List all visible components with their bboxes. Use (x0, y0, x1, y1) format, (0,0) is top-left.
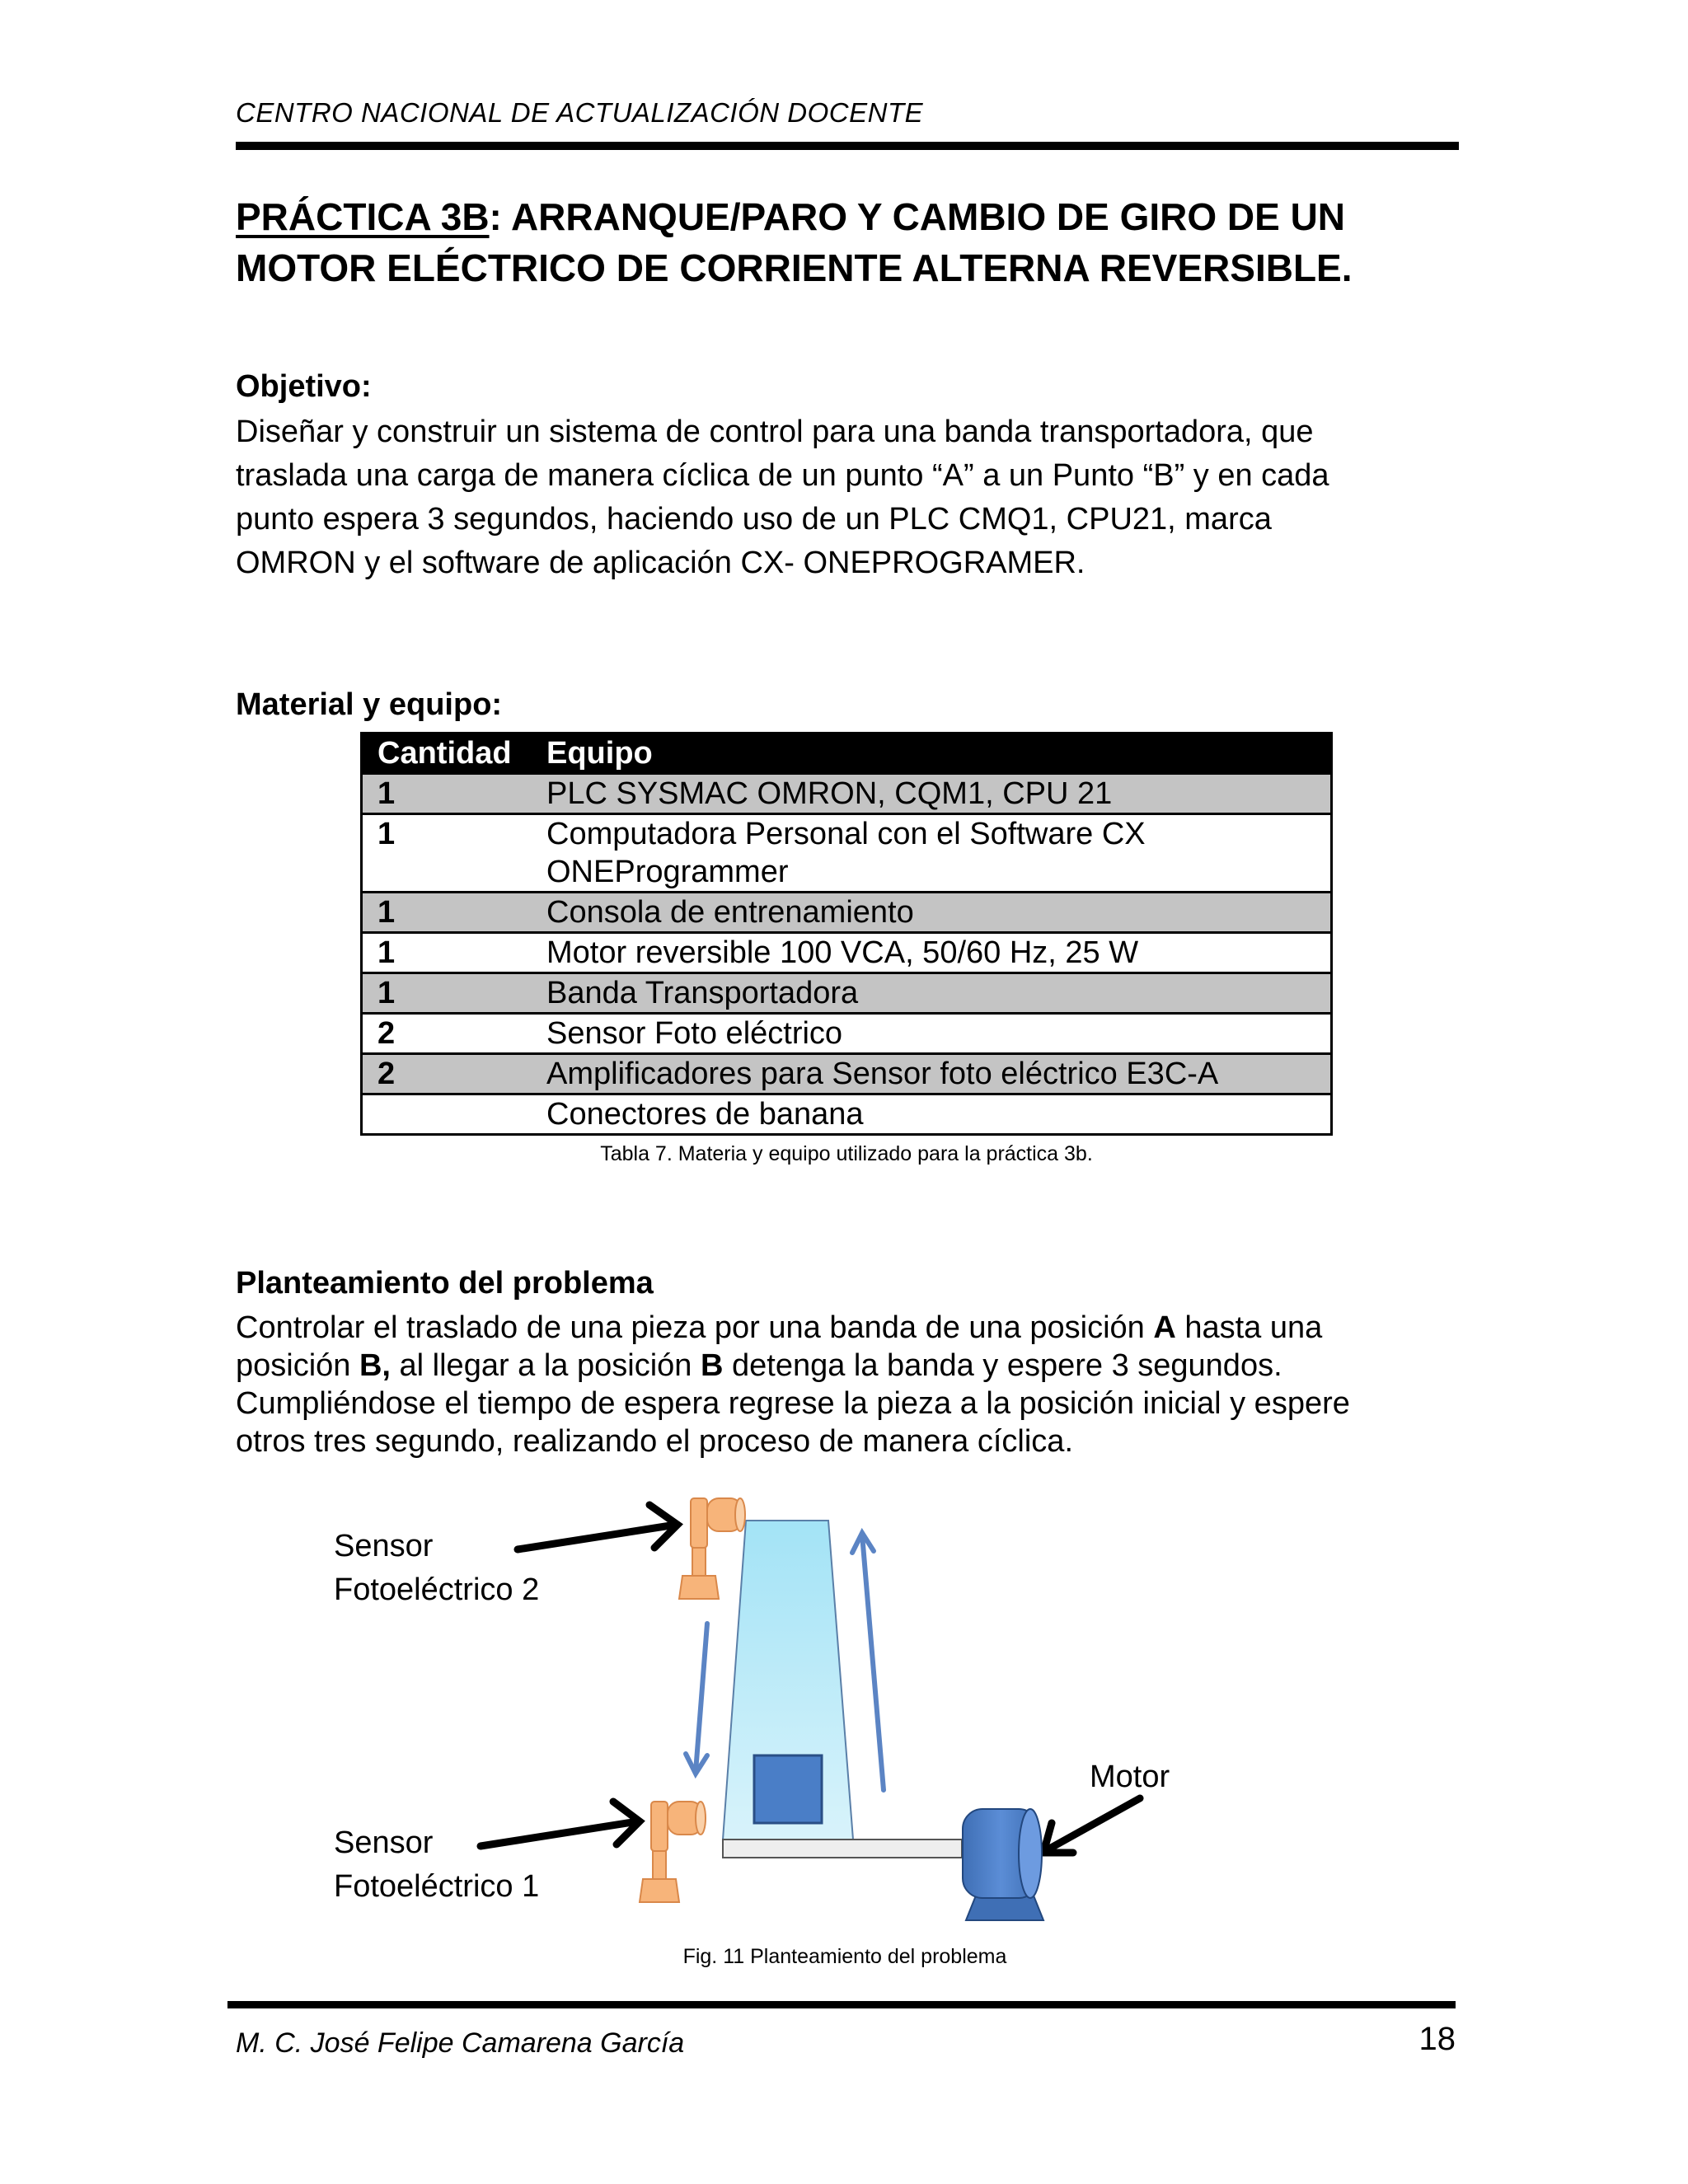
qty-cell: 1 (362, 774, 535, 814)
equipo-cell: Banda Transportadora (534, 973, 1332, 1014)
sensor1-label-line2: Fotoeléctrico 1 (334, 1869, 540, 1904)
planteamiento-text (236, 1309, 1456, 1460)
text-run: detenga la banda y espere 3 segundos. (723, 1348, 1282, 1383)
column-header-equipo: Equipo (534, 733, 1332, 774)
equipo-cell (534, 814, 1332, 893)
down-arrow (686, 1624, 707, 1774)
sensor2-label-line2: Fotoeléctrico 2 (334, 1572, 540, 1607)
page-title (236, 191, 1472, 293)
title-line2: MOTOR ELÉCTRICO DE CORRIENTE ALTERNA REVERSIBLE. (236, 246, 1353, 289)
table-row (362, 1094, 1332, 1135)
header-institution: CENTRO NACIONAL DE ACTUALIZACIÓN DOCENTE (236, 97, 924, 128)
qty-cell (362, 1094, 535, 1135)
table-row (362, 814, 1332, 893)
planteamiento-line: otros tres segundo, realizando el proceso de manera cíclica. (236, 1424, 1073, 1459)
sensor2-label-line1: Sensor (334, 1529, 434, 1563)
objetivo-heading: Objetivo: (236, 369, 372, 404)
table-caption: Tabla 7. Materia y equipo utilizado para la práctica 3b. (600, 1142, 1093, 1165)
motor-label: Motor (1090, 1760, 1170, 1794)
equipo-cell: Amplificadores para Sensor foto eléctrico E3C-A (534, 1054, 1332, 1094)
qty-cell: 1 (362, 814, 535, 893)
table-row (362, 973, 1332, 1014)
qty-cell: 1 (362, 933, 535, 973)
table-row (362, 933, 1332, 973)
table-header-row (362, 733, 1332, 774)
qty-cell: 1 (362, 893, 535, 933)
table-row (362, 1014, 1332, 1054)
text-run-bold: B, (359, 1348, 391, 1383)
qty-cell: 1 (362, 973, 535, 1014)
conveyor-belt (723, 1521, 853, 1840)
pointer-arrow-motor (1043, 1798, 1140, 1853)
load-piece (754, 1755, 822, 1823)
column-header-cantidad: Cantidad (362, 733, 535, 774)
motor-shaft (723, 1840, 962, 1858)
sensor1-label-line1: Sensor (334, 1825, 434, 1860)
footer-rule (227, 2001, 1456, 2008)
equipo-line: ONEProgrammer (546, 855, 789, 889)
qty-cell: 2 (362, 1014, 535, 1054)
equipment-table (360, 732, 1333, 1136)
objetivo-line: Diseñar y construir un sistema de control para una banda transportadora, que (236, 415, 1314, 449)
planteamiento-heading: Planteamiento del problema (236, 1266, 654, 1301)
photoelectric-sensor-2-icon (679, 1498, 745, 1599)
equipo-cell: PLC SYSMAC OMRON, CQM1, CPU 21 (534, 774, 1332, 814)
text-run: hasta una (1175, 1310, 1323, 1345)
equipo-cell: Conectores de banana (534, 1094, 1332, 1135)
planteamiento-line (236, 1309, 1456, 1347)
up-arrow (852, 1533, 884, 1790)
equipo-cell: Sensor Foto eléctrico (534, 1014, 1332, 1054)
table-row (362, 893, 1332, 933)
header-rule (236, 142, 1459, 150)
qty-cell: 2 (362, 1054, 535, 1094)
objetivo-line: punto espera 3 segundos, haciendo uso de un PLC CMQ1, CPU21, marca (236, 502, 1272, 537)
title-prefix: PRÁCTICA 3B (236, 195, 490, 238)
objetivo-line: traslada una carga de manera cíclica de un punto “A” a un Punto “B” y en cada (236, 458, 1329, 493)
title-line1: : ARRANQUE/PARO Y CAMBIO DE GIRO DE UN (489, 195, 1346, 238)
footer-author: M. C. José Felipe Camarena García (236, 2027, 685, 2059)
objetivo-line: OMRON y el software de aplicación CX- ONEPROGRAMER. (236, 546, 1085, 580)
text-run: posición (236, 1348, 359, 1383)
equipo-cell: Motor reversible 100 VCA, 50/60 Hz, 25 W (534, 933, 1332, 973)
figure-caption: Fig. 11 Planteamiento del problema (682, 1945, 1007, 1968)
planteamiento-line (236, 1347, 1456, 1385)
planteamiento-line: Cumpliéndose el tiempo de espera regrese la pieza a la posición inicial y espere (236, 1386, 1350, 1421)
material-heading: Material y equipo: (236, 687, 503, 722)
text-run: Controlar el traslado de una pieza por una banda de una posición (236, 1310, 1154, 1345)
photoelectric-sensor-1-icon (640, 1802, 706, 1902)
text-run-bold: B (700, 1348, 724, 1383)
objetivo-text (236, 410, 1456, 585)
text-run: al llegar a la posición (390, 1348, 701, 1383)
equipo-cell: Consola de entrenamiento (534, 893, 1332, 933)
motor-icon (963, 1809, 1043, 1920)
pointer-arrow-sensor2 (518, 1505, 678, 1549)
pointer-arrow-sensor1 (481, 1802, 640, 1846)
text-run-bold: A (1153, 1310, 1176, 1345)
table-row (362, 1054, 1332, 1094)
page-number: 18 (1418, 2021, 1456, 2057)
table-row (362, 774, 1332, 814)
equipo-line: Computadora Personal con el Software CX (546, 817, 1146, 851)
